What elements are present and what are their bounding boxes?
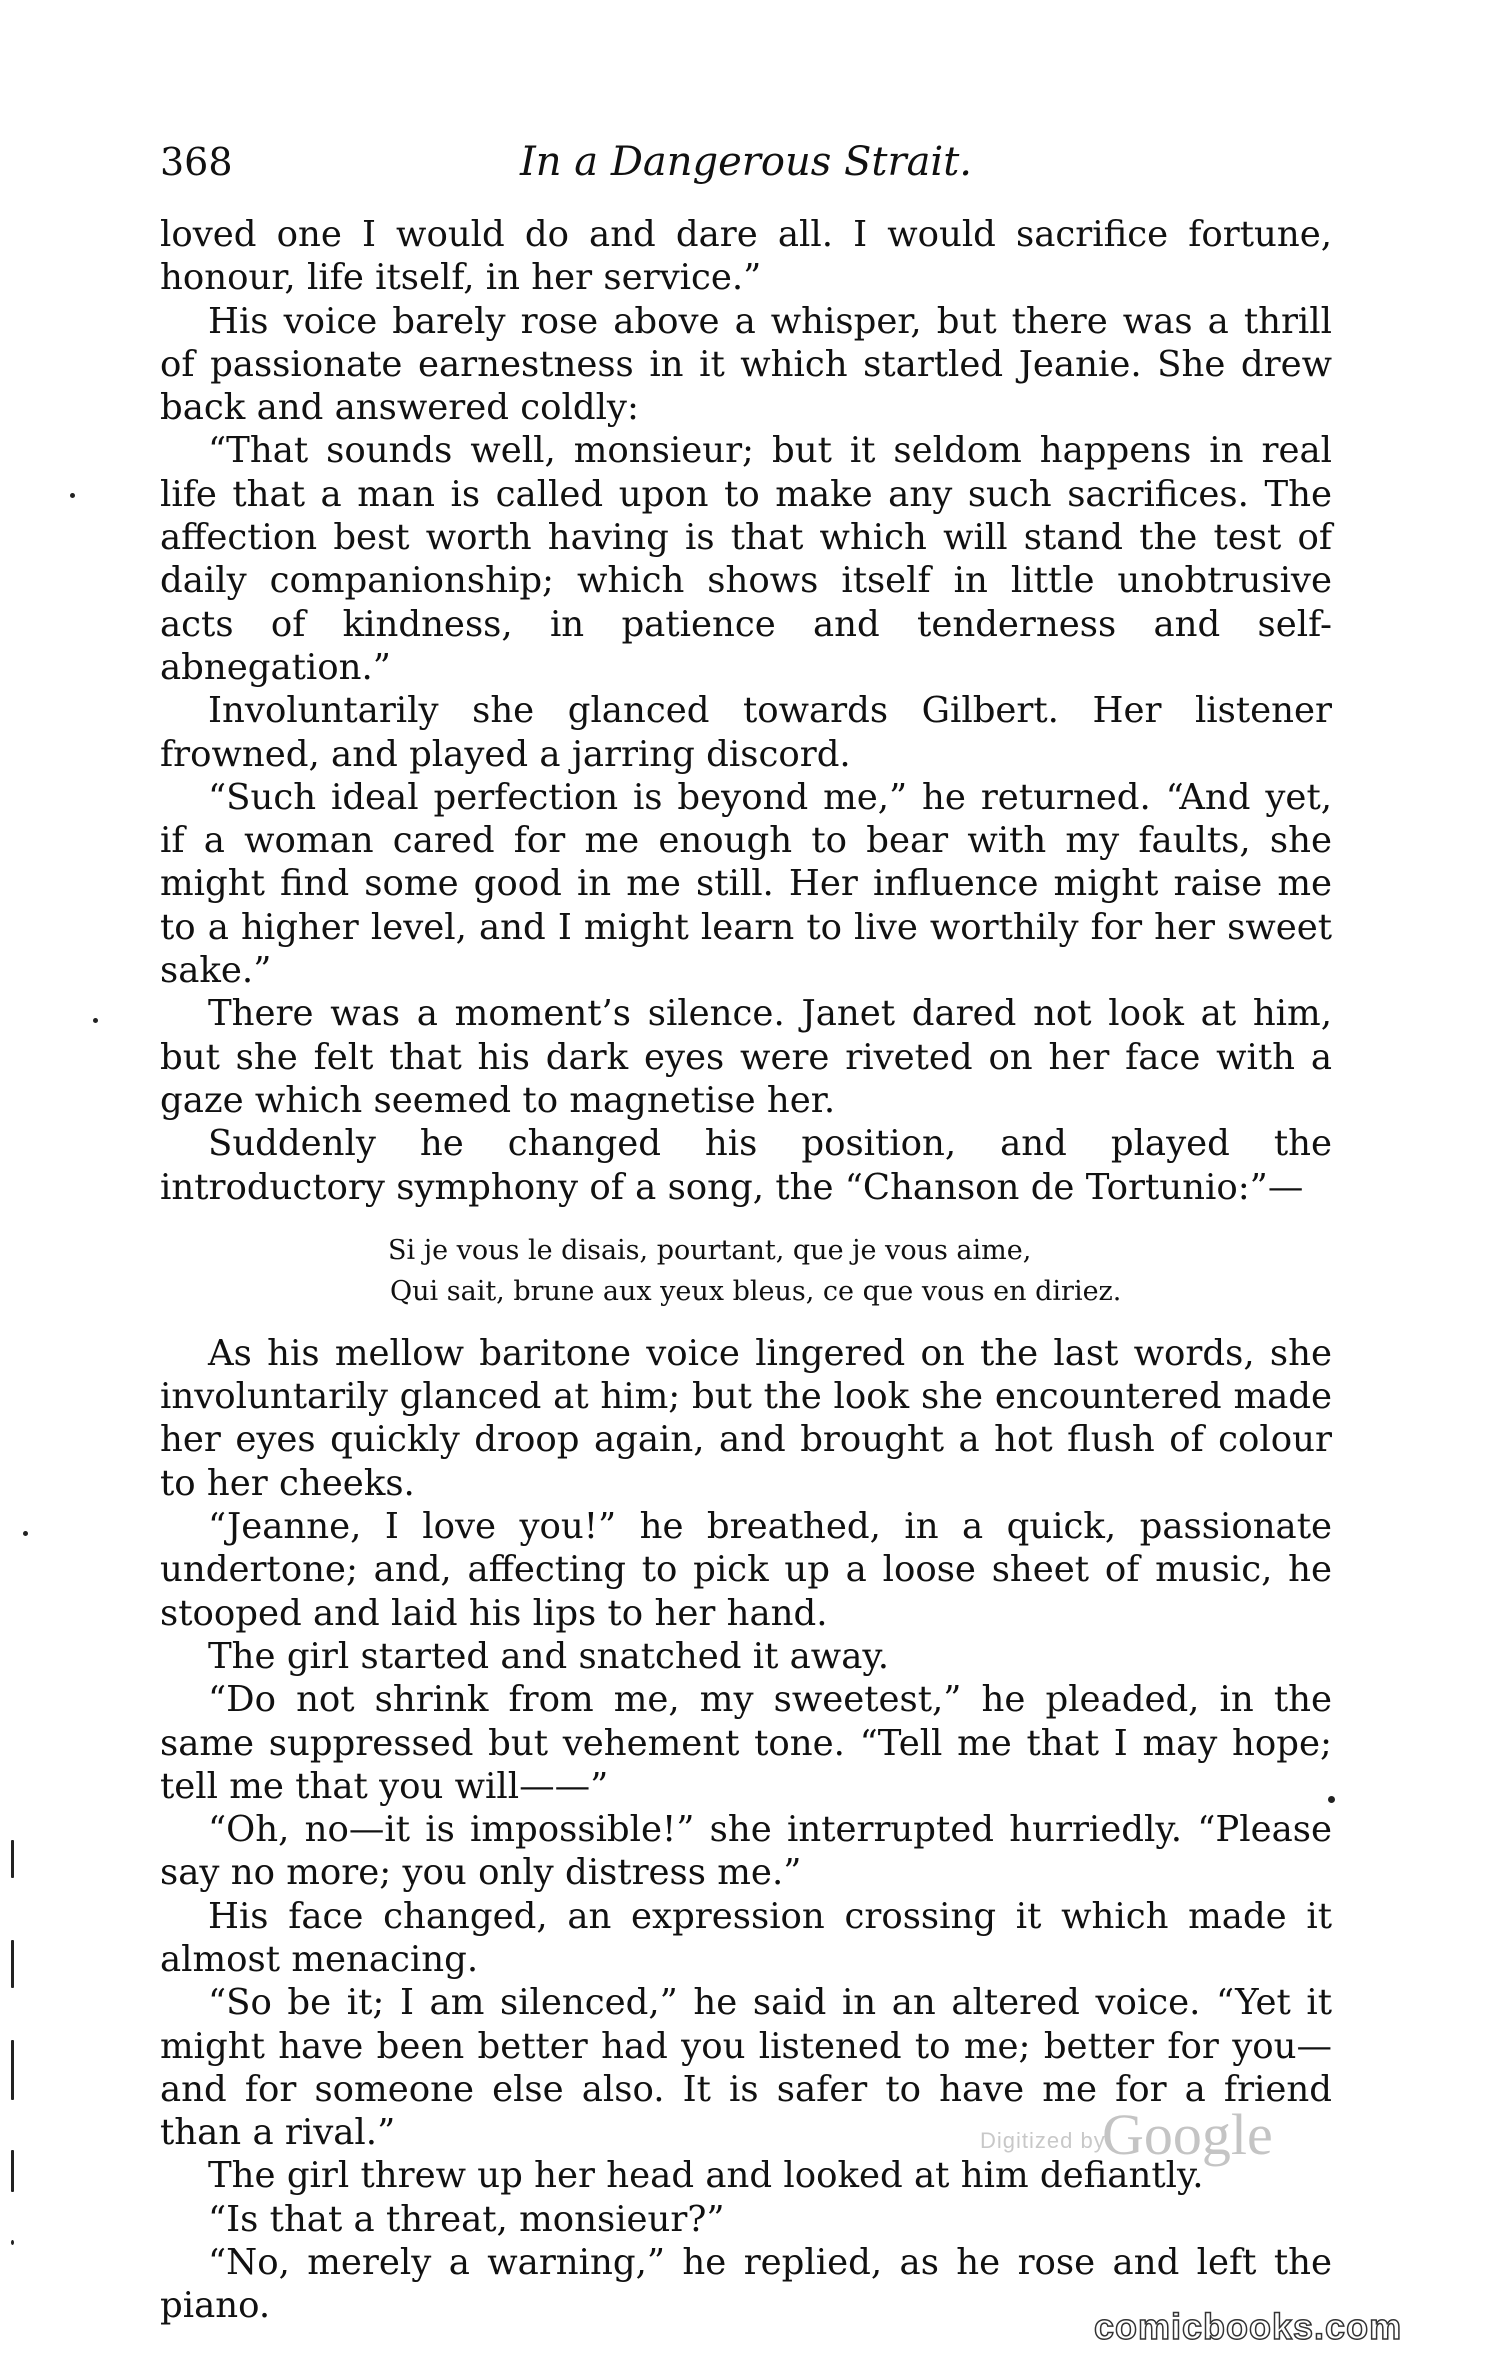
body-text bbox=[160, 213, 1332, 2328]
paragraph: There was a moment’s silence. Janet dared not look at him, but she felt that his dark eyes were riveted on her face with a gaze which seemed to magnetise her. bbox=[160, 993, 1332, 1121]
page-header bbox=[160, 132, 1332, 192]
paragraph: Suddenly he changed his position, and played the introductory symphony of a song, the “Chanson de Tortunio:”— bbox=[160, 1123, 1332, 1208]
paragraph: “Do not shrink from me, my sweetest,” he pleaded, in the same suppressed but vehement tone. “Tell me that I may hope; tell me that you will——” bbox=[160, 1679, 1332, 1807]
paragraph: loved one I would do and dare all. I would sacrifice fortune, honour, life itself, in her service.” bbox=[160, 214, 1332, 299]
paragraph: The girl threw up her head and looked at him defiantly. bbox=[208, 2155, 1204, 2197]
paragraph: “Jeanne, I love you!” he breathed, in a quick, passionate undertone; and, affecting to pick up a loose sheet of music, he stooped and laid his lips to her hand. bbox=[160, 1506, 1332, 1634]
site-watermark: comicbooks.com bbox=[1094, 2306, 1403, 2347]
digitized-by-google-watermark bbox=[960, 2100, 1290, 2170]
paragraph: “Is that a threat, monsieur?” bbox=[208, 2198, 725, 2240]
scan-speck bbox=[11, 1940, 14, 1988]
running-title: In a Dangerous Strait. bbox=[519, 139, 973, 185]
paragraph: His voice barely rose above a whisper, but there was a thrill of passionate earnestness in it which startled Jeanie. She drew back and answered coldly: bbox=[160, 300, 1332, 429]
verse-line: Qui sait, brune aux yeux bleus, ce que vous en diriez. bbox=[390, 1275, 1122, 1307]
paragraph: Involuntarily she glanced towards Gilbert. Her listener frowned, and played a jarring discord. bbox=[160, 690, 1332, 775]
scan-speck bbox=[23, 1531, 28, 1536]
scan-speck bbox=[11, 2240, 14, 2245]
google-logo: Google bbox=[1102, 2102, 1273, 2167]
scan-speck bbox=[11, 1840, 14, 1878]
paragraph: “That sounds well, monsieur; but it seldom happens in real life that a man is called upon to make any such sacrifices. The affection best worth having is that which will stand the test of daily companionship; which shows itself in little unobtrusive acts of kindness, in patience and tenderness and self-abnegation.” bbox=[160, 430, 1332, 688]
scan-speck bbox=[1328, 1796, 1335, 1803]
paragraph: “No, merely a warning,” he replied, as he rose and left the piano. bbox=[160, 2242, 1332, 2327]
digitized-by-label: Digitized by bbox=[980, 2128, 1106, 2153]
paragraph: As his mellow baritone voice lingered on the last words, she involuntarily glanced at him; but the look she encountered made her eyes quickly droop again, and brought a hot flush of colour to her cheeks. bbox=[160, 1332, 1332, 1504]
paragraph: “Such ideal perfection is beyond me,” he returned. “And yet, if a woman cared for me enough to bear with my faults, she might find some good in me still. Her influence might raise me to a higher level, and I might learn to live worthily for her sweet sake.” bbox=[160, 776, 1332, 992]
scan-speck bbox=[93, 1018, 98, 1023]
paragraph: The girl started and snatched it away. bbox=[208, 1635, 889, 1677]
paragraph: His face changed, an expression crossing it which made it almost menacing. bbox=[160, 1895, 1332, 1980]
scan-speck bbox=[11, 2150, 14, 2192]
paragraph: “So be it; I am silenced,” he said in an altered voice. “Yet it might have been better had you listened to me; better for you—and for someone else also. It is safer to have me for a friend than a rival.” bbox=[160, 1982, 1332, 2154]
paragraph: “Oh, no—it is impossible!” she interrupted hurriedly. “Please say no more; you only distress me.” bbox=[160, 1809, 1332, 1894]
scan-speck bbox=[11, 2040, 14, 2100]
scan-speck bbox=[70, 493, 75, 498]
verse-line: Si je vous le disais, pourtant, que je vous aime, bbox=[388, 1234, 1032, 1266]
song-verse bbox=[160, 1230, 1332, 1312]
page-number: 368 bbox=[160, 140, 233, 184]
